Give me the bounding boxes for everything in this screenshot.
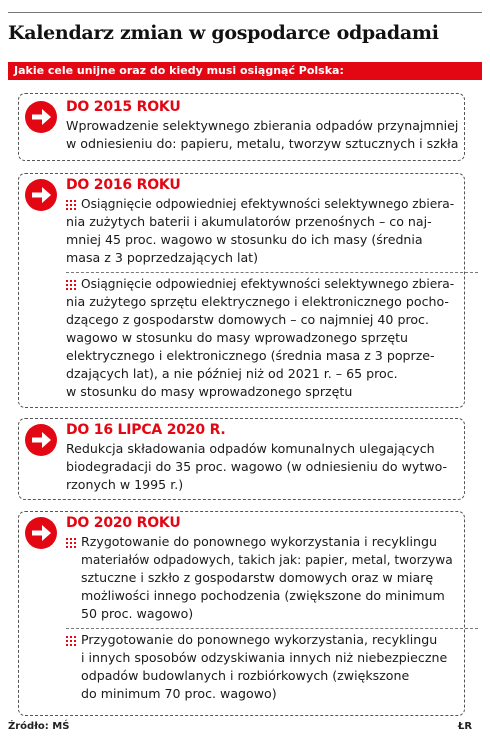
section-text-line: w odniesieniu do: papieru, metalu, tworzyw sztucznych i szkła [66, 136, 459, 151]
section-text-line: Rzygotowanie do ponownego wykorzystania i recyklingu [81, 534, 437, 549]
subtitle-banner: Jakie cele unijne oraz do kiedy musi osiągnąć Polska: [8, 62, 482, 80]
section-text-line: Przygotowanie do ponownego wykorzystania, recyklingu [81, 632, 438, 647]
section-text-line: 50 proc. wagowo) [81, 606, 194, 621]
section-year: DO 2015 ROKU [66, 99, 181, 115]
section-text-line: możliwości innego pochodzenia (zwiększone do minimum [81, 588, 445, 603]
section-text-line: sztuczne i szkło z gospodarstw domowych oraz w miarę [81, 570, 434, 585]
dot-grid-icon [66, 280, 76, 290]
arrow-right-icon [25, 101, 57, 133]
section-text-line: rzonych w 1995 r.) [66, 477, 184, 492]
source-note: Źródło: MŚ [8, 721, 70, 732]
section-text-line: i innych sposobów odzyskiwania innych niż niebezpieczne [81, 650, 448, 665]
section-year: DO 16 LIPCA 2020 R. [66, 422, 226, 438]
arrow-right-icon [25, 517, 57, 549]
section-text-line: elektrycznego i elektronicznego (średnia masa z 3 poprze- [66, 348, 435, 363]
item-divider [66, 628, 478, 629]
dot-grid-icon [66, 538, 76, 548]
section-text-line: nia zużytego sprzętu elektrycznego i elektronicznego pocho- [66, 294, 449, 309]
arrow-right-icon [25, 424, 57, 456]
section-2015 [18, 93, 465, 161]
top-rule [8, 12, 482, 13]
section-text-line: nia zużytych baterii i akumulatorów przenośnych – co naj- [66, 214, 432, 229]
item-divider [66, 272, 478, 273]
section-2020-july [18, 418, 465, 500]
dot-grid-icon [66, 200, 76, 210]
section-text-line: do minimum 70 proc. wagowo) [81, 686, 277, 701]
author-initials: ŁR [458, 721, 473, 732]
section-text-line: materiałów odpadowych, takich jak: papier, metal, tworzywa [81, 553, 453, 567]
section-text-line: dzających lat), a nie później niż od 2021 r. – 65 proc. [66, 366, 398, 381]
section-text-line: masa z 3 poprzedzających lat) [66, 250, 259, 265]
section-text-line: Wprowadzenie selektywnego zbierania odpadów przynajmniej [66, 118, 459, 133]
section-year: DO 2016 ROKU [66, 177, 181, 193]
section-year: DO 2020 ROKU [66, 515, 181, 531]
arrow-right-icon [25, 179, 57, 211]
section-text-line: mniej 45 proc. wagowo w stosunku do ich masy (średnia [66, 232, 423, 247]
section-text-line: biodegradacji do 35 proc. wagowo (w odniesieniu do wytwo- [66, 459, 448, 474]
section-text-line: Osiągnięcie odpowiedniej efektywności selektywnego zbiera- [81, 277, 455, 291]
section-text-line: Redukcja składowania odpadów komunalnych ulegających [66, 441, 435, 456]
section-text-line: dzącego z gospodarstw domowych – co najmniej 40 proc. [66, 312, 429, 327]
section-text-line: odpadów budowlanych i rozbiórkowych (zwiększone [81, 668, 410, 683]
section-text-line: Osiągnięcie odpowiedniej efektywności selektywnego zbiera- [81, 197, 455, 211]
dot-grid-icon [66, 636, 76, 646]
section-2016 [18, 173, 465, 408]
section-text-line: wagowo w stosunku do masy wprowadzonego sprzętu [66, 330, 409, 345]
page-title: Kalendarz zmian w gospodarce odpadami [8, 22, 439, 44]
section-text-line: w stosunku do masy wprowadzonego sprzętu [66, 384, 353, 399]
section-2020 [18, 511, 465, 716]
